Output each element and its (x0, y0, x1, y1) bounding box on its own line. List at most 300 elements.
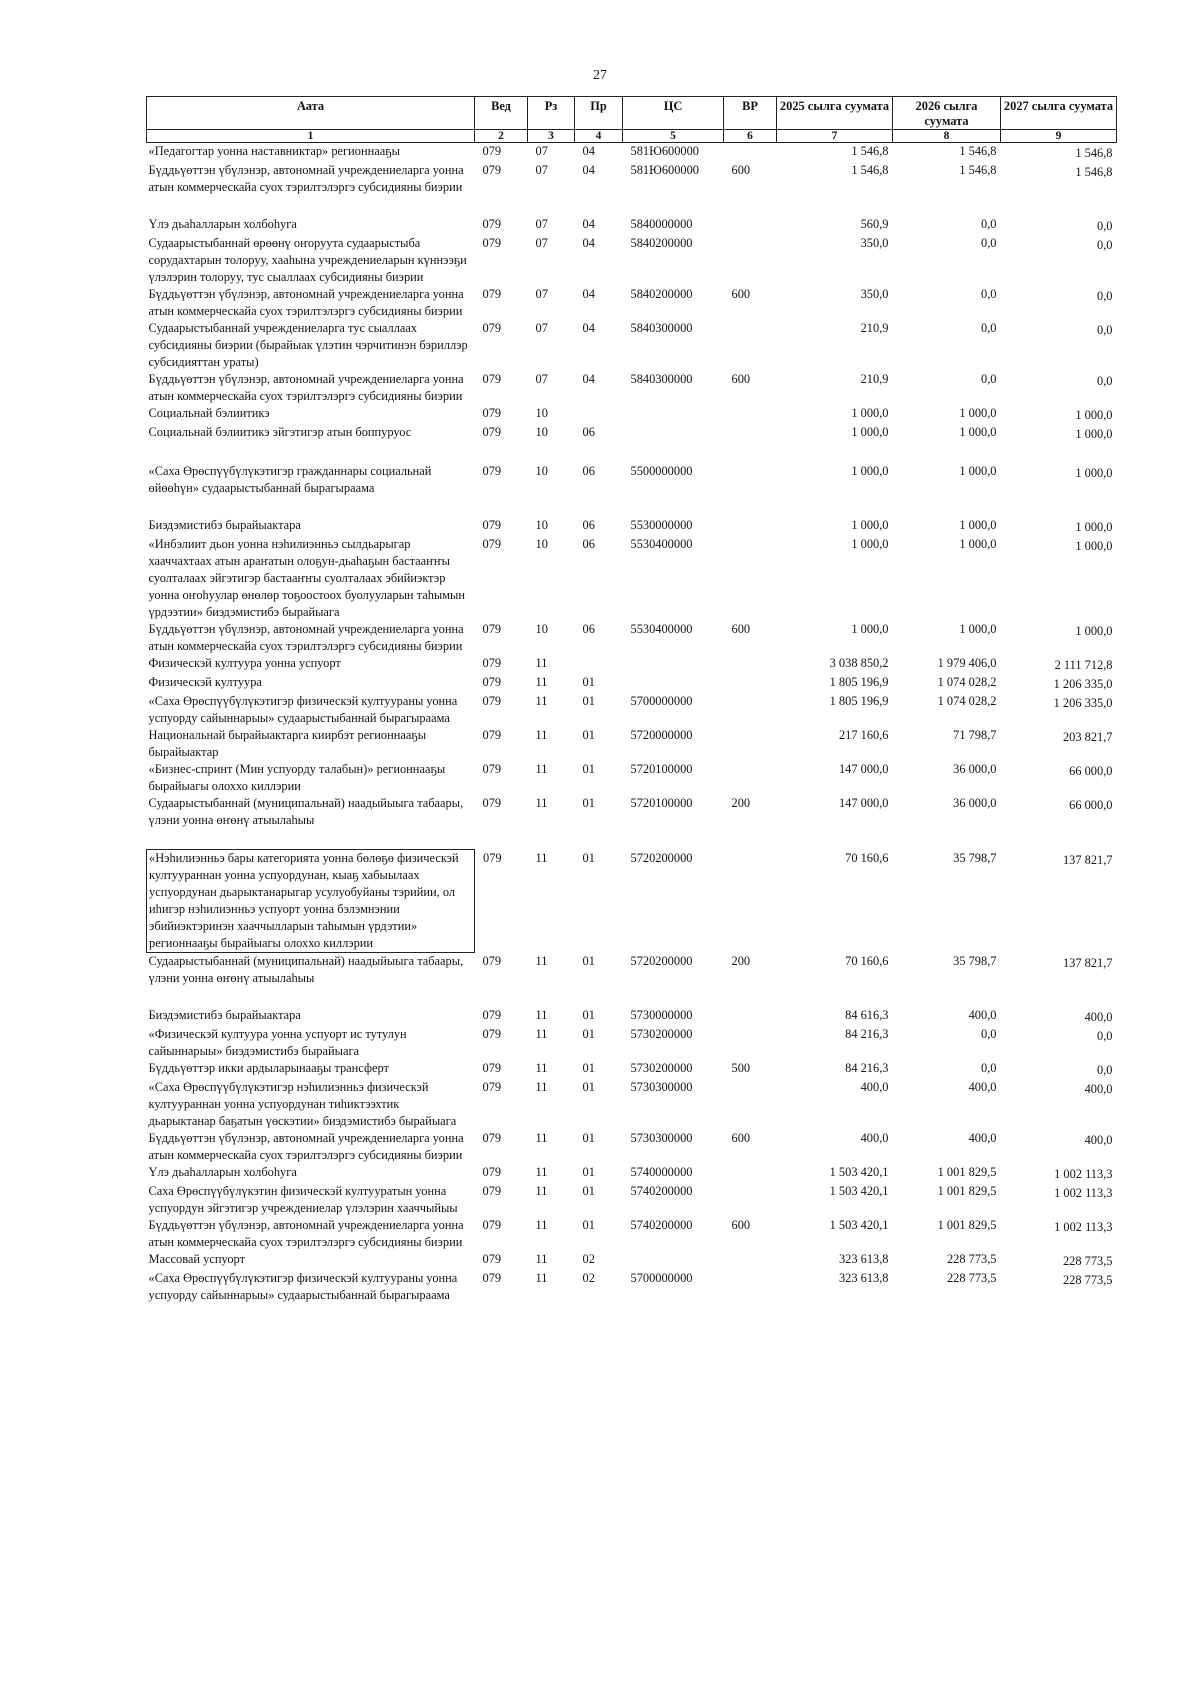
row-vr-cell (724, 536, 777, 621)
row-2027-amount: 1 002 113,3 (1054, 1186, 1113, 1200)
row-ved-cell: 079 (482, 537, 502, 551)
row-rz-cell: 07 (535, 236, 548, 250)
table-row (147, 850, 1117, 953)
row-rz-cell: 11 (535, 1080, 548, 1094)
row-2026-amount: 0,0 (981, 217, 997, 231)
row-vr-cell (724, 1079, 777, 1130)
page-number: 27 (593, 68, 607, 83)
row-ved-cell: 079 (482, 518, 502, 532)
row-ved-cell: 079 (482, 217, 502, 231)
row-rz-cell: 11 (535, 1271, 548, 1285)
row-vr-cell (724, 1026, 777, 1060)
table-row (147, 320, 1117, 371)
table-row (147, 1130, 1117, 1164)
header-2027: 2027 сылга суумата (1001, 97, 1117, 130)
row-pr-cell: 01 (582, 953, 595, 968)
row-cs-cell: 5720200000 (630, 953, 693, 968)
row-cs-cell: 5700000000 (630, 694, 693, 708)
row-name-cell: Национальнай бырайыактарга киирбэт регионнааҕы бырайыактар (148, 728, 427, 759)
row-2026-amount: 36 000,0 (953, 762, 997, 776)
header-vr: ВР (724, 97, 777, 130)
row-name-cell: Бүддьүөттэн үбүлэнэр, автономнай учреждениеларга уонна атын коммерческайа суох тэрилтэлэргэ субсидияны биэрии (148, 1218, 464, 1249)
header-pr: Пр (575, 97, 623, 130)
row-2027-amount: 400,0 (1084, 1010, 1113, 1024)
row-rz-cell: 11 (535, 796, 548, 810)
row-cs-cell: 5720200000 (630, 850, 693, 865)
row-pr-cell: 01 (582, 694, 595, 708)
table-row (147, 655, 1117, 674)
row-cs-cell (623, 424, 724, 463)
row-2026-amount: 0,0 (981, 287, 997, 301)
row-2027-amount: 1 000,0 (1075, 624, 1113, 638)
row-vr-cell (724, 320, 777, 371)
row-pr-cell: 06 (582, 425, 595, 439)
row-cs-cell: 5720100000 (630, 762, 693, 776)
row-cs-cell: 5740200000 (630, 1184, 693, 1198)
row-ved-cell: 079 (482, 163, 502, 177)
table-row (147, 761, 1117, 795)
row-cs-cell: 5530400000 (630, 622, 693, 636)
row-pr-cell: 01 (582, 675, 595, 689)
row-2027-amount: 1 000,0 (1075, 539, 1113, 553)
row-vr-cell: 600 (731, 163, 751, 177)
row-2027-amount: 0,0 (1097, 238, 1113, 252)
row-2026-amount: 35 798,7 (953, 850, 997, 865)
row-ved-cell: 079 (482, 656, 502, 670)
column-number: 3 (528, 130, 575, 143)
column-number: 4 (575, 130, 623, 143)
row-2025-amount: 84 216,3 (845, 1027, 889, 1041)
row-2027-amount: 1 002 113,3 (1054, 1167, 1113, 1181)
row-cs-cell: 5840200000 (630, 287, 693, 301)
row-rz-cell: 07 (535, 163, 548, 177)
row-cs-cell: 581Ю600000 (630, 144, 699, 158)
row-2025-amount: 1 000,0 (851, 518, 889, 532)
row-2027-amount: 1 546,8 (1075, 165, 1113, 179)
row-pr-cell: 04 (582, 236, 595, 250)
row-cs-cell: 581Ю600000 (630, 163, 699, 177)
row-2026-amount: 0,0 (981, 321, 997, 335)
row-name-cell: Социальнай бэлиитикэ (148, 406, 270, 420)
row-rz-cell: 10 (535, 425, 548, 439)
table-row (147, 1270, 1117, 1304)
row-name-cell: «Саха Өрөспүүбүлүкэтигэр физическэй култуураны уонна успуорду сайыннарыы» судаарыстыбаннай бырагыраама (148, 1271, 458, 1302)
row-rz-cell: 11 (535, 1165, 548, 1179)
row-2026-amount: 1 000,0 (959, 425, 997, 439)
row-rz-cell: 11 (535, 850, 548, 865)
table-row (147, 536, 1117, 621)
row-2026-amount: 1 000,0 (959, 406, 997, 420)
row-ved-cell: 079 (482, 236, 502, 250)
row-2025-amount: 1 000,0 (851, 464, 889, 478)
row-cs-cell: 5740000000 (630, 1165, 693, 1179)
row-rz-cell: 11 (535, 1027, 548, 1041)
row-2026-amount: 0,0 (981, 1061, 997, 1075)
row-cs-cell (623, 674, 724, 693)
row-ved-cell: 079 (482, 796, 502, 810)
row-2027-amount: 0,0 (1097, 1063, 1113, 1077)
row-name-cell: Судаарыстыбаннай (муниципальнай) наадыйыыга табаары, үлэни уонна өҥөнү атыылаһыы (148, 954, 464, 985)
table-row (147, 405, 1117, 424)
row-cs-cell: 5730200000 (630, 1061, 693, 1075)
row-rz-cell: 10 (535, 406, 548, 420)
row-pr-cell: 02 (582, 1252, 595, 1266)
row-2027-amount: 2 111 712,8 (1054, 658, 1113, 672)
row-vr-cell (724, 674, 777, 693)
row-name-cell: Физическэй култуура уонна успуорт (148, 656, 341, 670)
row-2027-amount: 0,0 (1097, 323, 1113, 337)
row-2027-amount: 66 000,0 (1069, 764, 1113, 778)
row-rz-cell: 11 (535, 1061, 548, 1075)
row-vr-cell (724, 1183, 777, 1217)
row-2026-amount: 0,0 (981, 236, 997, 250)
row-2027-amount: 228 773,5 (1062, 1273, 1113, 1287)
row-pr-cell: 01 (582, 1165, 595, 1179)
header-ved: Вед (475, 97, 528, 130)
row-pr-cell: 06 (582, 622, 595, 636)
row-2025-amount: 70 160,6 (845, 953, 889, 968)
row-2025-amount: 1 000,0 (851, 537, 889, 551)
table-row (147, 371, 1117, 405)
row-ved-cell: 079 (482, 1061, 502, 1075)
row-pr-cell (575, 655, 623, 674)
row-name-cell: «Саха Өрөспүүбүлүкэтигэр гражданнары социальнай өйөөһүн» судаарыстыбаннай бырагыраама (148, 464, 432, 495)
row-rz-cell: 10 (535, 464, 548, 478)
row-name-cell: Социальнай бэлиитикэ эйгэтигэр атын боппуруос (148, 425, 412, 439)
row-rz-cell: 11 (535, 1252, 548, 1266)
row-cs-cell: 5840000000 (630, 217, 693, 231)
row-2027-amount: 1 002 113,3 (1054, 1220, 1113, 1234)
row-ved-cell: 079 (482, 1271, 502, 1285)
row-2027-amount: 0,0 (1097, 289, 1113, 303)
row-name-cell: «Нэһилиэнньэ бары категориятa уонна бөлөҕө физическэй култуураннан уонна успуордунан, кыаҕ хабыылаах успуордунан дьарыктанарыгар усулуобуйаны тэрийии, ол иһигэр нэһилиэнньэ успуорт уонна бэлэмнэнии эбийиэктэринэн хааччылларын таһымын үрдэтии» регионнааҕы бырайыагы олоххо киллэрии (147, 850, 475, 953)
table-row (147, 424, 1117, 463)
row-2025-amount: 147 000,0 (838, 796, 889, 810)
row-ved-cell: 079 (482, 425, 502, 439)
row-2026-amount: 0,0 (981, 1027, 997, 1041)
row-vr-cell: 600 (731, 287, 751, 301)
row-2027-amount: 1 000,0 (1075, 520, 1113, 534)
row-pr-cell: 01 (582, 1061, 595, 1075)
row-name-cell: Бүддьүөттэр икки ардыларынааҕы трансферт (148, 1061, 389, 1075)
row-pr-cell: 04 (582, 144, 595, 158)
row-2027-amount: 137 821,7 (1062, 852, 1113, 867)
column-number-row (147, 130, 1117, 143)
row-2026-amount: 1 000,0 (959, 464, 997, 478)
column-number: 2 (475, 130, 528, 143)
row-2025-amount: 210,9 (860, 372, 889, 386)
table-row (147, 1251, 1117, 1270)
row-2027-amount: 1 000,0 (1075, 466, 1113, 480)
row-name-cell: Үлэ дьаһалларын холбоһуга (148, 1165, 297, 1179)
row-rz-cell: 07 (535, 321, 548, 335)
row-2025-amount: 70 160,6 (845, 850, 889, 865)
row-vr-cell: 600 (731, 1218, 751, 1232)
row-rz-cell: 11 (535, 728, 548, 742)
row-pr-cell: 04 (582, 321, 595, 335)
row-ved-cell: 079 (482, 1027, 502, 1041)
table-row (147, 235, 1117, 286)
row-pr-cell: 01 (582, 1184, 595, 1198)
row-2026-amount: 1 074 028,2 (937, 675, 997, 689)
row-vr-cell (724, 693, 777, 727)
table-row (147, 143, 1117, 163)
row-name-cell: Саха Өрөспүүбүлүкэтин физическэй култууратын уонна успуордун эйгэтигэр учреждениелар үлэлэрин хааччыйыы (148, 1184, 458, 1215)
row-name-cell: Судаарыстыбаннай учреждениеларга тус сыаллаах субсидияны биэрии (бырайыак үлэтин чэрчитинэн бэриллэр субсидияттан ураты) (148, 321, 468, 369)
row-2027-amount: 1 206 335,0 (1053, 696, 1113, 710)
row-2026-amount: 228 773,5 (946, 1252, 997, 1266)
row-ved-cell: 079 (482, 321, 502, 335)
row-rz-cell: 11 (535, 762, 548, 776)
row-ved-cell: 079 (482, 675, 502, 689)
row-rz-cell: 07 (535, 372, 548, 386)
header-2026: 2026 сылга суумата (893, 97, 1001, 130)
row-2026-amount: 1 000,0 (959, 518, 997, 532)
row-2025-amount: 400,0 (860, 1131, 889, 1145)
row-vr-cell (724, 761, 777, 795)
row-name-cell: Судаарыстыбаннай (муниципальнай) наадыйыыга табаары, үлэни уонна өҥөнү атыылаһыы (148, 796, 464, 827)
row-cs-cell (623, 405, 724, 424)
row-vr-cell (724, 216, 777, 235)
table-row (147, 953, 1117, 1008)
row-name-cell: Судаарыстыбаннай өрөөнү оҥоруута судаарыстыба сорудахтарын толоруу, хааһына учреждениеларын күннээҕи үлэлэрин толоруу, тус сыаллаах субсидияны биэрии (148, 236, 467, 284)
row-name-cell: Бүддьүөттэн үбүлэнэр, автономнай учреждениеларга уонна атын коммерческайа суох тэрилтэлэргэ субсидияны биэрии (148, 372, 464, 403)
row-2026-amount: 400,0 (968, 1008, 997, 1022)
row-2026-amount: 400,0 (968, 1131, 997, 1145)
row-2025-amount: 1 503 420,1 (829, 1218, 889, 1232)
row-ved-cell: 079 (482, 287, 502, 301)
row-vr-cell: 200 (731, 796, 751, 810)
row-cs-cell: 5730300000 (630, 1080, 693, 1094)
row-pr-cell: 04 (582, 163, 595, 177)
row-ved-cell: 079 (483, 850, 502, 865)
row-vr-cell (724, 424, 777, 463)
row-pr-cell: 01 (582, 1027, 595, 1041)
row-2026-amount: 1 000,0 (959, 537, 997, 551)
row-2026-amount: 228 773,5 (946, 1271, 997, 1285)
row-2027-amount: 0,0 (1097, 374, 1113, 388)
row-cs-cell: 5840200000 (630, 236, 693, 250)
row-name-cell: Физическэй култуура (148, 675, 262, 689)
row-2026-amount: 1 000,0 (959, 622, 997, 636)
row-name-cell: Биэдэмистибэ бырайыактара (148, 1008, 301, 1022)
header-name: Аата (147, 97, 475, 130)
row-2027-amount: 203 821,7 (1062, 730, 1113, 744)
row-vr-cell: 600 (731, 1131, 751, 1145)
table-row (147, 162, 1117, 216)
row-vr-cell (724, 727, 777, 761)
row-pr-cell: 01 (582, 1218, 595, 1232)
row-name-cell: Үлэ дьаһалларын холбоһуга (148, 217, 297, 231)
row-rz-cell: 11 (535, 1184, 548, 1198)
row-name-cell: «Бизнес-спринт (Мин успуорду талабын)» регионнааҕы бырайыагы олоххо киллэрии (148, 762, 446, 793)
row-2026-amount: 36 000,0 (953, 796, 997, 810)
table-row (147, 1164, 1117, 1183)
row-2026-amount: 1 546,8 (959, 163, 997, 177)
row-2027-amount: 1 206 335,0 (1053, 677, 1113, 691)
row-2025-amount: 1 546,8 (851, 163, 889, 177)
row-name-cell: «Педагогтар уонна наставниктар» регионнааҕы (148, 144, 400, 158)
row-cs-cell: 5720000000 (630, 728, 693, 742)
row-vr-cell (724, 143, 777, 163)
row-rz-cell: 11 (535, 694, 548, 708)
row-vr-cell (724, 1164, 777, 1183)
row-2025-amount: 350,0 (860, 236, 889, 250)
row-cs-cell: 5730200000 (630, 1027, 693, 1041)
row-ved-cell: 079 (482, 1218, 502, 1232)
row-rz-cell: 10 (535, 518, 548, 532)
row-2026-amount: 35 798,7 (953, 953, 997, 968)
row-2026-amount: 400,0 (968, 1080, 997, 1094)
row-2026-amount: 1 074 028,2 (937, 694, 997, 708)
table-row (147, 1060, 1117, 1079)
row-2027-amount: 1 546,8 (1075, 146, 1113, 160)
row-cs-cell (623, 1251, 724, 1270)
row-2025-amount: 1 805 196,9 (829, 675, 889, 689)
row-2025-amount: 323 613,8 (838, 1252, 889, 1266)
row-vr-cell (724, 1251, 777, 1270)
column-number: 1 (147, 130, 475, 143)
row-2027-amount: 0,0 (1097, 219, 1113, 233)
row-2025-amount: 350,0 (860, 287, 889, 301)
table-row (147, 216, 1117, 235)
row-2025-amount: 1 503 420,1 (829, 1165, 889, 1179)
row-rz-cell: 07 (535, 144, 548, 158)
header-2025: 2025 сылга суумата (777, 97, 893, 130)
row-2027-amount: 1 000,0 (1075, 408, 1113, 422)
row-ved-cell: 079 (482, 1080, 502, 1094)
row-vr-cell (724, 405, 777, 424)
row-pr-cell (575, 405, 623, 424)
row-pr-cell: 01 (582, 762, 595, 776)
row-rz-cell: 11 (535, 1008, 548, 1022)
row-cs-cell: 5730000000 (630, 1008, 693, 1022)
row-2025-amount: 147 000,0 (838, 762, 889, 776)
header-cs: ЦС (623, 97, 724, 130)
row-vr-cell (724, 850, 777, 953)
row-rz-cell: 11 (535, 1218, 548, 1232)
row-name-cell: Бүддьүөттэн үбүлэнэр, автономнай учреждениеларга уонна атын коммерческайа суох тэрилтэлэргэ субсидияны биэрии (148, 622, 464, 653)
row-cs-cell: 5530000000 (630, 518, 693, 532)
row-2025-amount: 1 000,0 (851, 406, 889, 420)
row-ved-cell: 079 (482, 144, 502, 158)
row-rz-cell: 07 (535, 217, 548, 231)
row-cs-cell: 5700000000 (630, 1271, 693, 1285)
row-rz-cell: 11 (535, 1131, 548, 1145)
row-vr-cell: 600 (731, 372, 751, 386)
row-vr-cell (724, 235, 777, 286)
row-vr-cell (724, 1270, 777, 1304)
table-row (147, 1183, 1117, 1217)
table-row (147, 1217, 1117, 1251)
table-header (147, 97, 1117, 143)
row-ved-cell: 079 (482, 406, 502, 420)
row-ved-cell: 079 (482, 762, 502, 776)
row-2025-amount: 1 546,8 (851, 144, 889, 158)
row-2026-amount: 1 979 406,0 (937, 656, 997, 670)
row-2026-amount: 71 798,7 (953, 728, 997, 742)
row-2026-amount: 1 001 829,5 (937, 1184, 997, 1198)
row-ved-cell: 079 (482, 1252, 502, 1266)
table-row (147, 727, 1117, 761)
table-body (147, 143, 1117, 1305)
row-vr-cell (724, 1007, 777, 1026)
row-vr-cell (724, 517, 777, 536)
table-row (147, 1007, 1117, 1026)
row-2027-amount: 137 821,7 (1062, 955, 1113, 970)
row-2025-amount: 1 503 420,1 (829, 1184, 889, 1198)
row-2026-amount: 1 001 829,5 (937, 1218, 997, 1232)
row-pr-cell: 04 (582, 372, 595, 386)
row-cs-cell: 5740200000 (630, 1218, 693, 1232)
row-pr-cell: 02 (582, 1271, 595, 1285)
row-name-cell: Массовай успуорт (148, 1252, 245, 1266)
row-pr-cell: 01 (582, 796, 595, 810)
row-rz-cell: 10 (535, 622, 548, 636)
table-row (147, 621, 1117, 655)
row-pr-cell: 01 (582, 728, 595, 742)
row-name-cell: Бүддьүөттэн үбүлэнэр, автономнай учреждениеларга уонна атын коммерческайа суох тэрилтэлэргэ субсидияны биэрии (148, 287, 464, 318)
row-2026-amount: 1 001 829,5 (937, 1165, 997, 1179)
row-2025-amount: 1 000,0 (851, 425, 889, 439)
row-2027-amount: 1 000,0 (1075, 427, 1113, 441)
row-name-cell: «Саха Өрөспүүбүлүкэтигэр нэһилиэнньэ физическэй култуураннан уонна успуордунан тиһиктээхтик дьарыктанар баҕатын үөскэтии» биэдэмистибэ бырайыага (148, 1080, 457, 1128)
row-2025-amount: 210,9 (860, 321, 889, 335)
row-name-cell: Бүддьүөттэн үбүлэнэр, автономнай учреждениеларга уонна атын коммерческайа суох тэрилтэлэргэ субсидияны биэрии (148, 163, 464, 194)
row-pr-cell: 04 (582, 217, 595, 231)
table-row (147, 517, 1117, 536)
row-2027-amount: 66 000,0 (1069, 798, 1113, 812)
row-pr-cell: 01 (582, 1080, 595, 1094)
table-row (147, 1079, 1117, 1130)
column-number: 9 (1001, 130, 1117, 143)
header-rz: Рз (528, 97, 575, 130)
row-2027-amount: 0,0 (1097, 1029, 1113, 1043)
row-2025-amount: 560,9 (860, 217, 889, 231)
row-ved-cell: 079 (482, 622, 502, 636)
column-number: 6 (724, 130, 777, 143)
row-2025-amount: 400,0 (860, 1080, 889, 1094)
row-name-cell: Бүддьүөттэн үбүлэнэр, автономнай учреждениеларга уонна атын коммерческайа суох тэрилтэлэргэ субсидияны биэрии (148, 1131, 464, 1162)
row-ved-cell: 079 (482, 464, 502, 478)
row-rz-cell: 10 (535, 537, 548, 551)
row-2027-amount: 228 773,5 (1062, 1254, 1113, 1268)
table-row (147, 674, 1117, 693)
row-rz-cell: 11 (535, 675, 548, 689)
row-2025-amount: 1 000,0 (851, 622, 889, 636)
row-vr-cell: 500 (731, 1061, 751, 1075)
row-pr-cell: 01 (582, 1131, 595, 1145)
row-pr-cell: 06 (582, 464, 595, 478)
column-number: 8 (893, 130, 1001, 143)
row-pr-cell: 06 (582, 537, 595, 551)
table-row (147, 286, 1117, 320)
column-number: 5 (623, 130, 724, 143)
row-ved-cell: 079 (482, 1184, 502, 1198)
row-cs-cell: 5530400000 (630, 537, 693, 551)
row-cs-cell: 5730300000 (630, 1131, 693, 1145)
row-cs-cell: 5500000000 (630, 464, 693, 478)
row-2027-amount: 400,0 (1084, 1133, 1113, 1147)
row-rz-cell: 11 (535, 656, 548, 670)
row-rz-cell: 07 (535, 287, 548, 301)
table-row (147, 795, 1117, 850)
row-2025-amount: 323 613,8 (838, 1271, 889, 1285)
row-rz-cell: 11 (535, 953, 548, 968)
row-pr-cell: 06 (582, 518, 595, 532)
row-2025-amount: 84 216,3 (845, 1061, 889, 1075)
table-row (147, 1026, 1117, 1060)
